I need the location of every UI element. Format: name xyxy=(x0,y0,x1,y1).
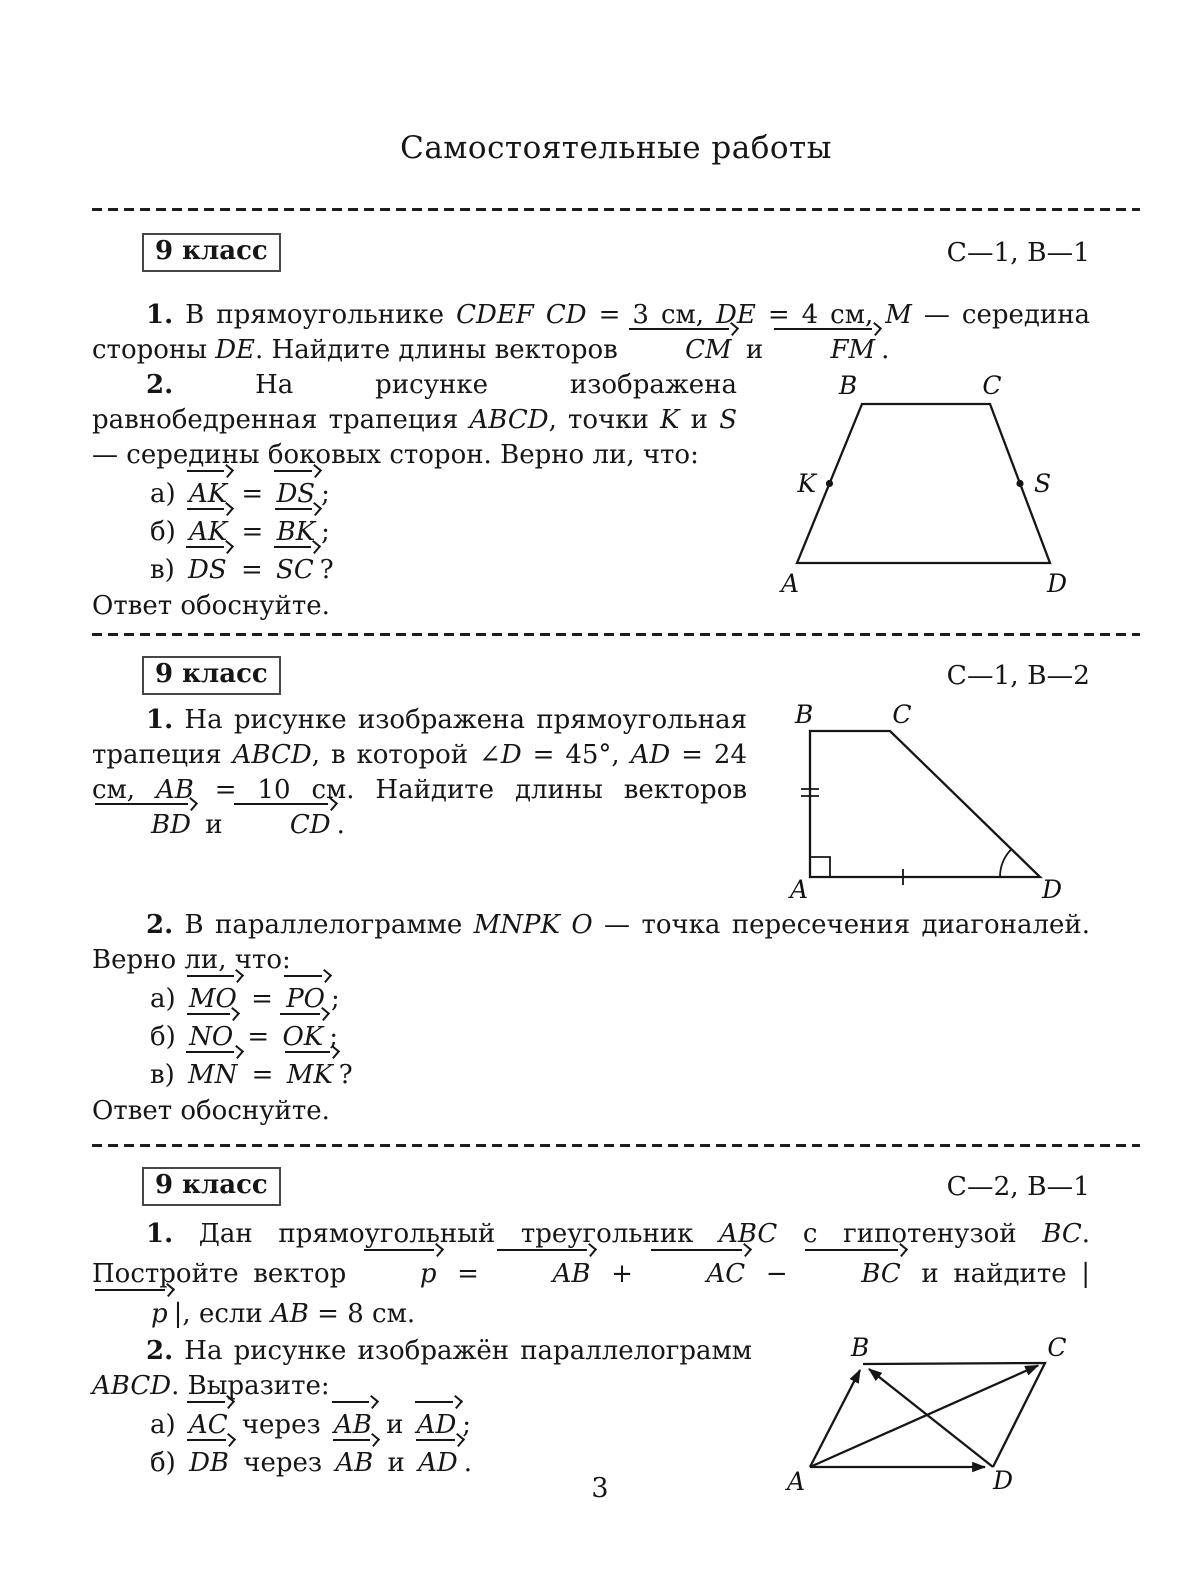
option-row: а) AK = DS ; xyxy=(92,475,737,513)
variant-label: С—1, В—2 xyxy=(946,660,1090,691)
vertex-label-a: A xyxy=(789,875,809,904)
problem-with-figure xyxy=(92,368,1140,623)
section-divider-1 xyxy=(92,208,1140,211)
vertex-label-d: D xyxy=(1041,875,1063,904)
variant-label: С—2, В—1 xyxy=(946,1171,1090,1202)
midpoint-label-k: K xyxy=(797,469,816,498)
vector-ab xyxy=(810,1370,860,1467)
section-header xyxy=(92,656,1140,695)
right-trapezoid-figure xyxy=(785,699,1100,904)
section-c1-v1 xyxy=(92,233,1140,623)
figure-container xyxy=(740,366,1140,601)
problem-text: 2. В параллелограмме MNPK O — точка пересечения диагоналей. Верно ли, что: xyxy=(92,910,1090,975)
angle-arc xyxy=(1000,849,1011,877)
vector-db-diagonal xyxy=(869,1369,993,1467)
options-list xyxy=(92,980,1140,1094)
midpoint-label-s: S xyxy=(1034,469,1052,498)
section-c2-v1 xyxy=(92,1167,1140,1502)
vector-ac-diagonal xyxy=(810,1366,1038,1468)
section-header xyxy=(92,1167,1140,1206)
vertex-label-b: B xyxy=(850,1333,870,1362)
vertex-label-d: D xyxy=(1046,569,1068,598)
section-divider-3 xyxy=(92,1144,1140,1147)
page-title: Самостоятельные работы xyxy=(400,130,832,166)
vertex-label-b: B xyxy=(794,700,814,729)
problem-text: 2. На рисунке изображён параллелограмм ABCD. Выразите: xyxy=(92,1336,752,1401)
problem-text-column xyxy=(92,368,737,623)
vertex-label-c: C xyxy=(892,700,912,729)
grade-badge: 9 класс xyxy=(142,1167,281,1206)
options-list xyxy=(92,1406,752,1482)
variant-label: С—1, В—1 xyxy=(946,237,1090,268)
option-row: в) MN = MK ? xyxy=(92,1056,1140,1094)
option-row: б) AK = BK ; xyxy=(92,513,737,551)
problem-text: 2. На рисунке изображена равнобедренная трапеция ABCD, точки K и S — середины боковых сторон. Верно ли, что: xyxy=(92,370,737,470)
option-row: б) DB через AB и AD . xyxy=(92,1444,752,1482)
section-c1-v2 xyxy=(92,656,1140,1128)
section-divider-2 xyxy=(92,633,1140,636)
answer-note: Ответ обоснуйте. xyxy=(92,591,330,621)
vertex-label-a: A xyxy=(780,569,800,598)
midpoint-dot-k xyxy=(826,480,833,487)
problem-text: 1. Дан прямоугольный треугольник ABC с гипотенузой BC. Постройте вектор p = AB + AC − BC и найдите |p |, если AB = 8 см. xyxy=(92,1214,1140,1334)
page-number: 3 xyxy=(591,1473,609,1504)
vertex-label-d: D xyxy=(992,1466,1014,1495)
options-list xyxy=(92,475,737,589)
vertex-label-c: C xyxy=(982,371,1002,400)
option-row: в) DS = SC ? xyxy=(92,551,737,589)
problem-text: 1. В прямоугольнике CDEF CD = 3 см, DE = 4 см, M — середина стороны DE. Найдите длины векторов CM и FM . xyxy=(92,298,1140,368)
vertex-label-b: B xyxy=(838,371,858,400)
answer-note: Ответ обоснуйте. xyxy=(92,1096,330,1126)
trapezoid-outline xyxy=(797,404,1050,563)
problem-text-column xyxy=(92,703,747,843)
option-row: а) MO = PO ; xyxy=(92,980,1140,1018)
option-row: а) AC через AB и AD ; xyxy=(92,1406,752,1444)
vertex-label-c: C xyxy=(1047,1333,1067,1362)
section-header xyxy=(92,233,1140,272)
problem-text: 1. На рисунке изображена прямоугольная трапеция ABCD, в которой ∠D = 45°, AD = 24 см, AB = 10 см. Найдите длины векторов BD и CD . xyxy=(92,703,747,843)
problem-text-column xyxy=(92,1334,752,1482)
isosceles-trapezoid-figure xyxy=(740,366,1140,601)
right-angle-mark xyxy=(810,857,830,877)
parallelogram-sides xyxy=(863,1363,1045,1467)
vertex-label-a: A xyxy=(786,1467,806,1496)
grade-badge: 9 класс xyxy=(142,656,281,695)
option-row: б) NO = OK ; xyxy=(92,1018,1140,1056)
grade-badge: 9 класс xyxy=(142,233,281,272)
figure-container xyxy=(785,699,1100,904)
midpoint-dot-s xyxy=(1016,480,1023,487)
problem-with-figure xyxy=(92,700,1140,904)
